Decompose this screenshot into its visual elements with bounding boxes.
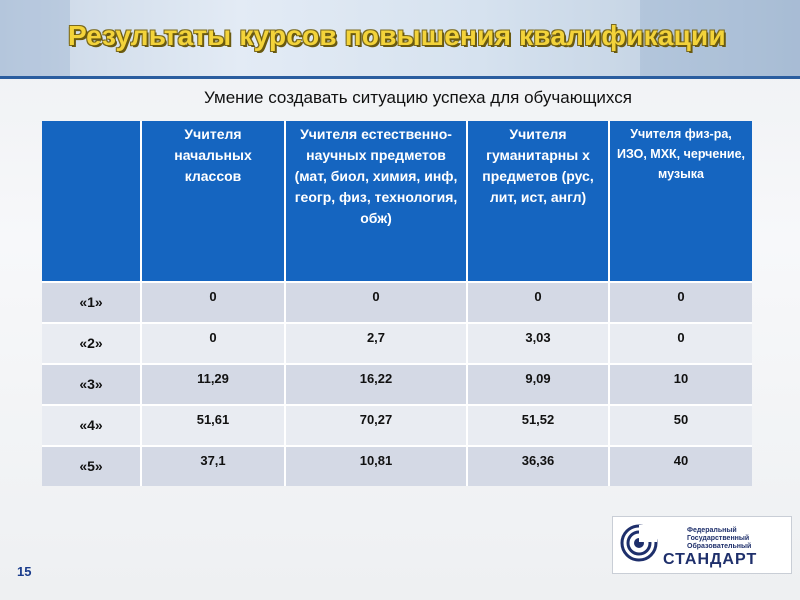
logo-caption: Федеральный Государственный Образовательный <box>687 527 752 550</box>
row-label: «4» <box>42 404 142 445</box>
results-table <box>42 121 752 486</box>
column-header-science-teachers: Учителя естественно-научных предметов (мат, биол, химия, инф, геогр, физ, технология, обж) <box>286 121 468 281</box>
fgos-emblem-icon <box>619 523 659 563</box>
table-header-corner <box>42 121 142 281</box>
table-cell: 0 <box>142 281 286 322</box>
table-cell: 51,52 <box>468 404 610 445</box>
table-cell: 51,61 <box>142 404 286 445</box>
fgos-logo <box>612 516 792 574</box>
table-row <box>42 281 752 322</box>
table-cell: 11,29 <box>142 363 286 404</box>
table-cell: 36,36 <box>468 445 610 486</box>
column-header-arts-pe-teachers: Учителя физ-ра, ИЗО, МХК, черчение, музыка <box>610 121 752 281</box>
page-number: 15 <box>17 564 32 579</box>
table-cell: 40 <box>610 445 752 486</box>
table-cell: 0 <box>468 281 610 322</box>
table-cell: 37,1 <box>142 445 286 486</box>
slide-subtitle: Умение создавать ситуацию успеха для обучающихся <box>204 88 632 107</box>
row-label: «5» <box>42 445 142 486</box>
table-row <box>42 363 752 404</box>
table-cell: 50 <box>610 404 752 445</box>
slide-title: Результаты курсов повышения квалификации <box>68 20 726 51</box>
logo-wordmark: СТАНДАРТ <box>663 551 758 568</box>
table-cell: 3,03 <box>468 322 610 363</box>
table-row <box>42 322 752 363</box>
table-cell: 0 <box>610 281 752 322</box>
table-cell: 2,7 <box>286 322 468 363</box>
table-cell: 0 <box>610 322 752 363</box>
table-cell: 0 <box>286 281 468 322</box>
row-label: «1» <box>42 281 142 322</box>
header-decoration <box>0 0 70 78</box>
table-row <box>42 445 752 486</box>
table-cell: 16,22 <box>286 363 468 404</box>
table-cell: 9,09 <box>468 363 610 404</box>
row-label: «2» <box>42 322 142 363</box>
column-header-primary-teachers: Учителя начальных классов <box>142 121 286 281</box>
table-header-row <box>42 121 752 281</box>
table-row <box>42 404 752 445</box>
column-header-humanities-teachers: Учителя гуманитарны х предметов (рус, лит, ист, англ) <box>468 121 610 281</box>
row-label: «3» <box>42 363 142 404</box>
header-divider <box>0 76 800 79</box>
table-cell: 0 <box>142 322 286 363</box>
table-cell: 70,27 <box>286 404 468 445</box>
table-cell: 10 <box>610 363 752 404</box>
table-cell: 10,81 <box>286 445 468 486</box>
